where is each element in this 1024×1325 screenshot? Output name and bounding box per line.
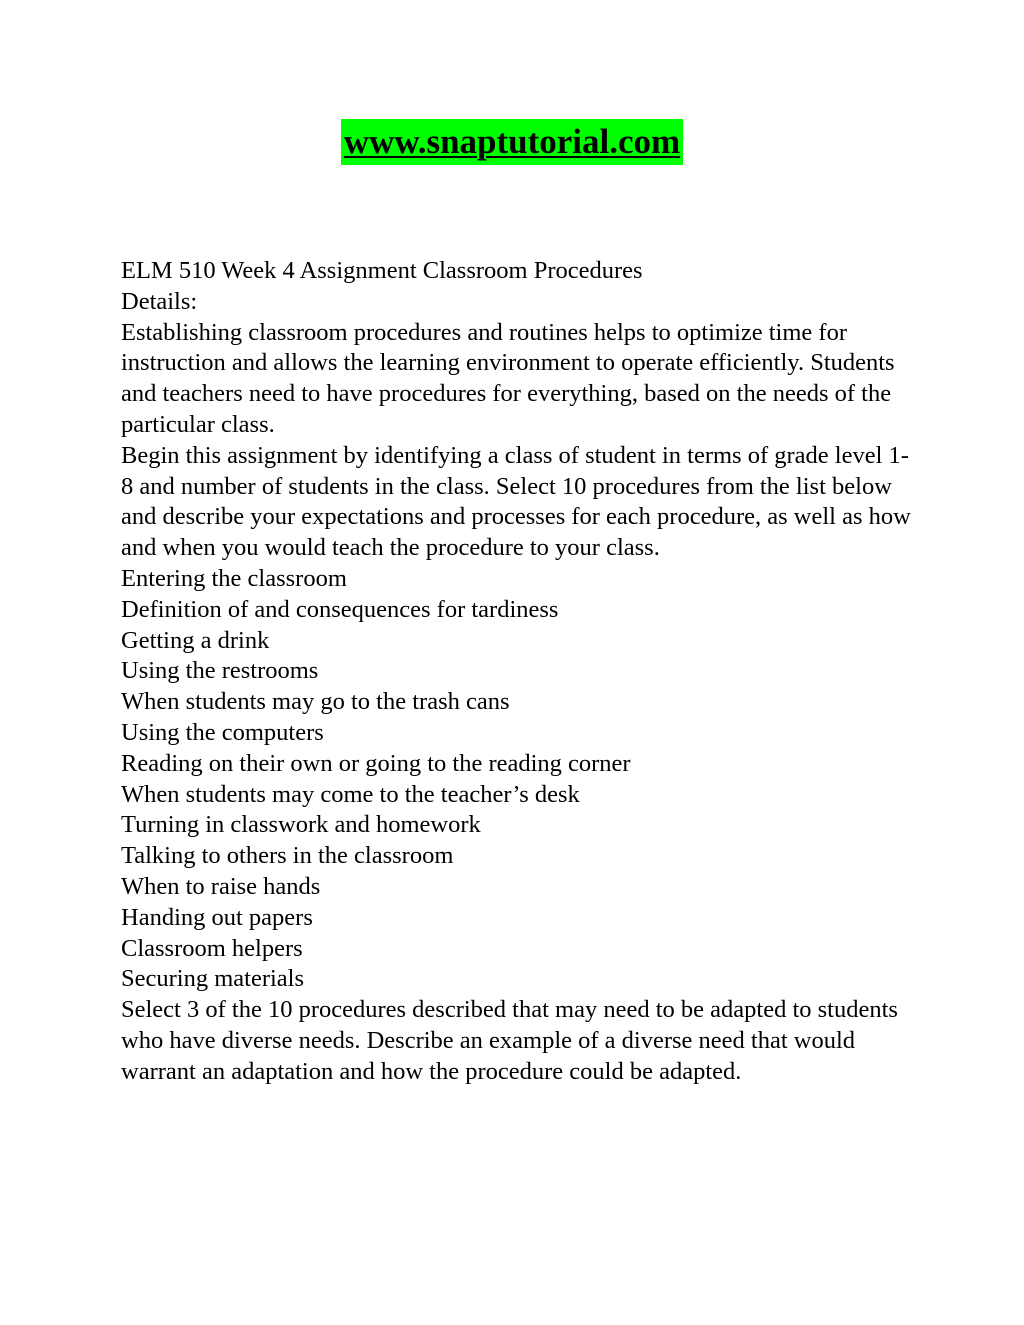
procedure-item: Securing materials <box>121 965 305 993</box>
procedure-item: Using the restrooms <box>121 657 319 685</box>
procedure-item: Talking to others in the classroom <box>121 842 454 870</box>
details-label: Details: <box>121 287 198 315</box>
site-link[interactable]: www.snaptutorial.com <box>341 119 683 165</box>
document-title: ELM 510 Week 4 Assignment Classroom Procedures <box>121 257 643 284</box>
procedure-item: Turning in classwork and homework <box>121 811 481 839</box>
procedure-item: Classroom helpers <box>121 934 303 962</box>
procedure-item: Reading on their own or going to the reading corner <box>121 749 631 777</box>
site-link-container <box>0 119 1024 165</box>
procedure-item: Entering the classroom <box>121 564 347 592</box>
procedure-list <box>121 564 911 995</box>
procedure-item: Getting a drink <box>121 626 270 654</box>
procedure-item: When to raise hands <box>121 872 321 900</box>
intro-paragraph: Establishing classroom procedures and routines helps to optimize time for instruction and allows the learning environment to operate efficiently. Students and teachers need to have procedures for everything, based on the needs of the particular class. <box>121 318 895 438</box>
procedure-item: Definition of and consequences for tardiness <box>121 595 559 623</box>
procedure-item: Using the computers <box>121 718 324 746</box>
procedure-item: Handing out papers <box>121 903 313 931</box>
instructions-paragraph: Begin this assignment by identifying a class of student in terms of grade level 1-8 and number of students in the class. Select 10 procedures from the list below and describe your expectations and processes for each procedure, as well as how and when you would teach the procedure to your class. <box>121 441 911 562</box>
procedure-item: When students may go to the trash cans <box>121 688 510 716</box>
procedure-item: When students may come to the teacher’s desk <box>121 780 580 808</box>
document-body <box>121 256 911 1088</box>
closing-paragraph: Select 3 of the 10 procedures described that may need to be adapted to students who have diverse needs. Describe an example of a diverse need that would warrant an adaptation and how the procedure could be adapted. <box>121 996 898 1085</box>
